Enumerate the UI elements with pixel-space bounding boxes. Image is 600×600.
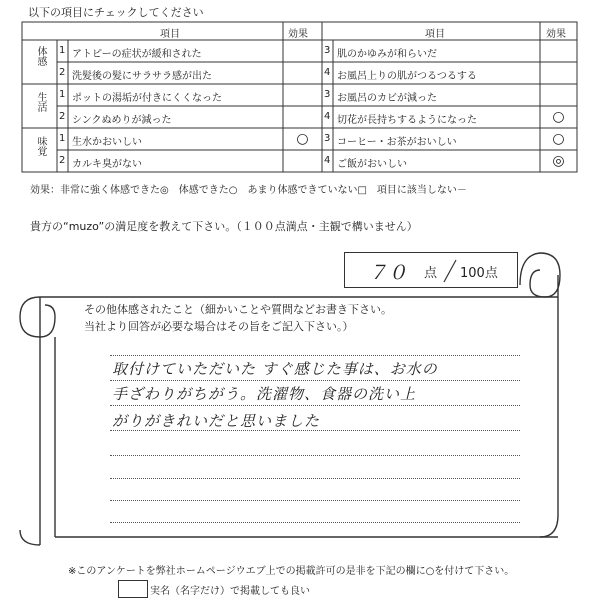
right-row-num: 3 xyxy=(324,45,331,56)
score-unit: 点 xyxy=(424,266,438,281)
category-taikan: 体感 xyxy=(35,46,46,66)
effect-legend: 効果：非常に強く体感できた◎ 体感できた○ あまり体感できていない□ 項目に該当しない－ xyxy=(30,185,467,196)
item-header-right: 項目 xyxy=(425,29,445,40)
effect-header-left: 効果 xyxy=(288,29,308,40)
right-effect-mark[interactable]: ○ xyxy=(552,109,565,125)
effect-header-right: 効果 xyxy=(546,29,566,40)
left-row-text: カルキ臭がない xyxy=(72,159,142,170)
right-row-num: 4 xyxy=(324,155,331,166)
right-effect-mark[interactable]: ○ xyxy=(552,131,565,147)
left-row-num: 1 xyxy=(59,45,66,56)
handwritten-comment: 手ざわりがちがう。洗濯物、食器の洗い上 xyxy=(112,385,417,403)
left-effect-mark[interactable]: ○ xyxy=(296,131,309,147)
right-row-num: 4 xyxy=(324,111,331,122)
right-row-num: 3 xyxy=(324,89,331,100)
publish-consent-label: 実名（名字だけ）で掲載しても良い xyxy=(150,586,310,597)
comments-prompt-line1: その他体感されたこと（細かいことや質問などお書き下さい。 xyxy=(84,303,392,316)
right-row-text: お風呂のカビが減った xyxy=(337,93,437,104)
item-header-left: 項目 xyxy=(160,29,180,40)
handwritten-comment: 取付けていただいた すぐ感じた事は、お水の xyxy=(112,360,438,378)
left-row-text: 洗髪後の髪にサラサラ感が出た xyxy=(72,71,212,82)
publish-consent-checkbox[interactable] xyxy=(118,580,148,598)
writing-line xyxy=(110,380,520,381)
survey-title: 以下の項目にチェックしてください xyxy=(28,6,204,19)
right-row-text: 肌のかゆみが和らいだ xyxy=(337,49,437,60)
score-handwritten: ７０ xyxy=(368,262,409,284)
left-row-num: 2 xyxy=(59,111,66,122)
handwritten-comment: がりがきれいだと思いました xyxy=(112,412,321,430)
publication-note: ※このアンケートを弊社ホームページウエブ上での掲載許可の是非を下記の欄に○を付けて下さい。 xyxy=(68,566,515,577)
right-effect-mark[interactable]: ◎ xyxy=(552,153,565,169)
comments-prompt-line2: 当社より回答が必要な場合はその旨をご記入下さい。） xyxy=(84,320,354,333)
left-row-text: シンクぬめりが減った xyxy=(72,115,172,126)
right-row-text: コーヒー・お茶がおいしい xyxy=(337,137,457,148)
category-mikaku: 味覚 xyxy=(35,136,46,156)
writing-line xyxy=(110,522,520,523)
left-row-num: 2 xyxy=(59,67,66,78)
left-row-text: ポットの湯垢が付きにくくなった xyxy=(72,93,222,104)
satisfaction-prompt: 貴方の“muzo”の満足度を教えて下さい。（１００点満点・主観で構いません） xyxy=(30,220,418,233)
writing-line xyxy=(110,405,520,406)
right-row-num: 3 xyxy=(324,133,331,144)
left-row-num: 2 xyxy=(59,155,66,166)
left-row-text: アトピーの症状が緩和された xyxy=(72,49,202,60)
left-row-num: 1 xyxy=(59,89,66,100)
score-max: 100点 xyxy=(460,266,498,281)
left-row-num: 1 xyxy=(59,133,66,144)
category-seikatsu: 生活 xyxy=(35,92,46,112)
right-row-text: お風呂上りの肌がつるつるする xyxy=(337,71,477,82)
right-row-text: 切花が長持ちするようになった xyxy=(337,115,477,126)
writing-line xyxy=(110,455,520,456)
right-row-num: 4 xyxy=(324,67,331,78)
writing-line xyxy=(110,500,520,501)
writing-line xyxy=(110,478,520,479)
writing-line xyxy=(110,355,520,356)
left-row-text: 生水かおいしい xyxy=(72,137,142,148)
right-row-text: ご飯がおいしい xyxy=(337,159,407,170)
